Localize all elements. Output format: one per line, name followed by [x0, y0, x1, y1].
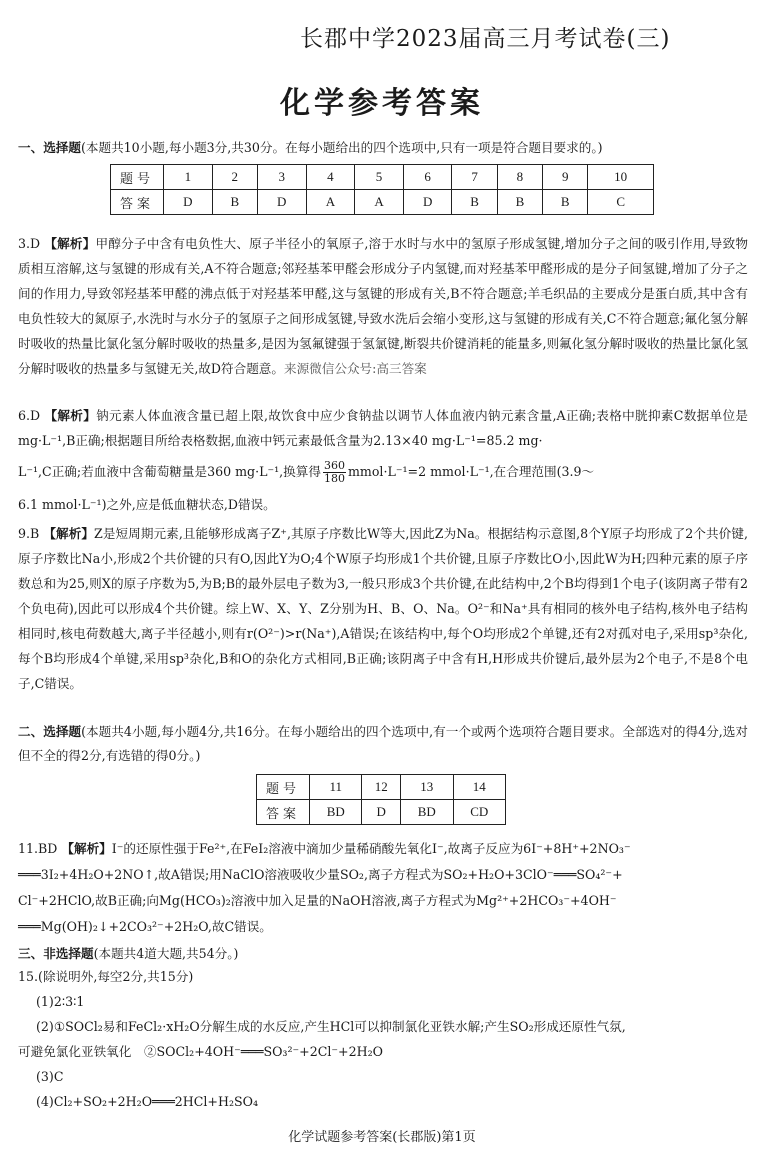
table-answer-label: 答案	[111, 190, 164, 215]
question-number: 12	[362, 775, 401, 800]
q15-part2b: 可避免氯化亚铁氧化 ②SOCl₂+4OH⁻═══SO₃²⁻+2Cl⁻+2H₂O	[18, 1044, 383, 1059]
q6-explanation-line3	[18, 494, 276, 516]
question-number: 14	[453, 775, 506, 800]
q6-analysis-tag: 【解析】	[44, 408, 97, 423]
q9-text: Z是短周期元素,且能够形成离子Z⁺,其原子序数比W等大,因此Z为Na。根据结构示意图,8个Y原子均形成了2个共价键,原子序数比Na小,形成2个共价键的只有O,因此Y为O;4个W原子均形成1个共价键,且原子序数比O小,因此W为H;四种元素的原子序数总和为25,则X的原子序数为5,为B;B的最外层电子数为3,一般只形成3个共价键,在此结构中,2个B均得到1个电子(该阴离子带有2个负电荷),因此可以形成4个共价键。综上W、X、Y、Z分别为H、B、O、Na。O²⁻和Na⁺具有相同的核外电子结构,核外电子结构相同时,核电荷数越大,离子半径越小,则有r(O²⁻)>r(Na⁺),A错误;在该结构中,每个O均形成2个单键,还有2对孤对电子,采用sp³杂化,每个B均形成4个单键,采用sp³杂化,B和O的杂化方式相同,B正确;该阴离子中含有H,H形成共价键后,最外层为2个电子,不是8个电子,C错误。	[18, 526, 748, 691]
answer-cell: D	[164, 190, 213, 215]
answer-cell: D	[362, 800, 401, 825]
table-row	[111, 190, 654, 215]
table-row	[257, 775, 506, 800]
q11-text1: I⁻的还原性强于Fe²⁺,在FeI₂溶液中滴加少量稀硝酸先氧化I⁻,故离子反应为6I⁻+8H⁺+2NO₃⁻	[111, 841, 631, 856]
fraction	[323, 460, 346, 485]
q3-analysis-tag: 【解析】	[44, 236, 96, 251]
section3-heading-line	[18, 944, 238, 964]
q9-answer: 9.B	[18, 526, 44, 541]
q15-part1: (1)2∶3∶1	[36, 994, 85, 1009]
answer-cell: A	[355, 190, 404, 215]
section2-heading-block	[18, 720, 748, 768]
question-number: 9	[543, 165, 588, 190]
q6-explanation-line2	[18, 459, 594, 485]
table-row	[257, 800, 506, 825]
q9-analysis-tag: 【解析】	[43, 526, 95, 541]
q6-text1: 钠元素人体血液含量已超上限,故饮食中应少食钠盐以调节人体血液内钠元素含量,A正确;表格中胱抑素C数据单位是mg·L⁻¹,B正确;根据题目所给表格数据,血液中钙元素最低含量为2.13×40 mg·L⁻¹=85.2 mg·	[18, 408, 749, 448]
page-footer: 化学试题参考答案(长郡版)第1页	[288, 1130, 476, 1145]
question-number: 11	[310, 775, 362, 800]
q15-part4: (4)Cl₂+SO₂+2H₂O═══2HCl+H₂SO₄	[36, 1094, 259, 1109]
question-number: 5	[355, 165, 404, 190]
answer-table-1	[110, 164, 654, 215]
answer-cell: BD	[401, 800, 453, 825]
table-header-label: 题号	[111, 165, 164, 190]
q3-answer: 3.D	[18, 236, 45, 251]
answer-cell: B	[543, 190, 588, 215]
section1-heading-line	[18, 138, 603, 158]
q11-line1	[18, 838, 631, 860]
section2-heading: 二、选择题	[18, 724, 82, 739]
answer-cell: CD	[453, 800, 506, 825]
answer-cell: BD	[310, 800, 362, 825]
question-number: 1	[164, 165, 213, 190]
answer-cell: B	[212, 190, 257, 215]
section1-heading: 一、选择题	[18, 140, 81, 155]
q11-text4: ═══Mg(OH)₂↓+2CO₃²⁻+2H₂O,故C错误。	[18, 919, 272, 934]
question-number: 3	[257, 165, 306, 190]
answer-table-2	[256, 774, 506, 825]
q11-text2: ═══3I₂+4H₂O+2NO↑,故A错误;用NaClO溶液吸收少量SO₂,离子方程式为SO₂+H₂O+3ClO⁻═══SO₄²⁻+	[18, 867, 623, 882]
section2-desc: (本题共4小题,每小题4分,共16分。在每小题给出的四个选项中,有一个或两个选项符合题目要求。全部选对的得4分,选对但不全的得2分,有选错的得0分。)	[18, 724, 749, 763]
q6-text2b: mmol·L⁻¹=2 mmol·L⁻¹,在合理范围(3.9～	[347, 464, 595, 479]
answer-cell: D	[403, 190, 452, 215]
answer-cell: D	[257, 190, 306, 215]
answer-cell: B	[452, 190, 497, 215]
table-header-label: 题号	[257, 775, 310, 800]
fraction-numerator: 360	[323, 459, 345, 472]
question-number: 10	[588, 165, 654, 190]
answer-cell: B	[497, 190, 542, 215]
table-answer-label: 答案	[257, 800, 310, 825]
question-number: 8	[497, 165, 542, 190]
q6-explanation-line1	[18, 403, 748, 453]
question-number: 4	[306, 165, 355, 190]
q6-answer: 6.D	[18, 408, 45, 423]
watermark-text: 来源微信公众号:高三答案	[283, 361, 427, 376]
q15-part3: (3)C	[36, 1069, 64, 1084]
q15-part2a: (2)①SOCl₂易和FeCl₂·xH₂O分解生成的水反应,产生HCl可以抑制氯化亚铁水解;产生SO₂形成还原性气氛,	[36, 1019, 626, 1034]
q11-line2	[18, 864, 623, 886]
fraction-denominator: 180	[323, 472, 345, 485]
question-number: 2	[212, 165, 257, 190]
q6-text2a: L⁻¹,C正确;若血液中含葡萄糖量是360 mg·L⁻¹,换算得	[18, 464, 321, 479]
question-number: 7	[452, 165, 497, 190]
q11-analysis-tag: 【解析】	[61, 841, 112, 856]
q3-explanation	[18, 231, 748, 381]
page-title: 化学参考答案	[280, 86, 484, 121]
exam-title: 长郡中学2023届高三月考试卷(三)	[300, 26, 671, 52]
q11-text3: Cl⁻+2HClO,故B正确;向Mg(HCO₃)₂溶液中加入足量的NaOH溶液,离子方程式为Mg²⁺+2HCO₃⁻+4OH⁻	[18, 893, 617, 908]
section3-desc: (本题共4道大题,共54分。)	[93, 946, 239, 961]
answer-cell: C	[588, 190, 654, 215]
answer-cell: A	[306, 190, 355, 215]
question-number: 13	[401, 775, 453, 800]
question-number: 6	[403, 165, 452, 190]
q15-title: 15.(除说明外,每空2分,共15分)	[18, 969, 194, 984]
q11-line4	[18, 916, 272, 938]
q9-explanation	[18, 521, 748, 696]
section1-desc: (本题共10小题,每小题3分,共30分。在每小题给出的四个选项中,只有一项是符合题目要求的。)	[80, 140, 603, 155]
table-row	[111, 165, 654, 190]
q3-text: 甲醇分子中含有电负性大、原子半径小的氧原子,溶于水时与水中的氢原子形成氢键,增加分子之间的吸引作用,导致物质相互溶解,这与氢键的形成有关,A不符合题意;邻羟基苯甲醛会形成分子内氢键,而对羟基苯甲醛形成的是分子间氢键,增加了分子之间的作用力,导致邻羟基苯甲醛的沸点低于对羟基苯甲醛,这与氢键的形成有关,B不符合题意;羊毛织品的主要成分是蛋白质,其中含有电负性较大的氮原子,水洗时与水分子的氢原子之间形成氢键,导致水洗后会缩小变形,这与氢键的形成有关,C不符合题意;氟化氢分解时吸收的热量比氯化氢分解时吸收的热量多,是因为氢氟键强于氢氯键,断裂共价键消耗的能量多,则氟化氢分解时吸收的热量比氯化氢分解时吸收的热量多与氢键无关,故D符合题意。	[18, 236, 748, 376]
q11-line3	[18, 890, 617, 912]
section3-heading: 三、非选择题	[18, 946, 94, 961]
q6-text3: 6.1 mmol·L⁻¹)之外,应是低血糖状态,D错误。	[18, 497, 276, 512]
q11-answer: 11.BD	[18, 841, 62, 856]
